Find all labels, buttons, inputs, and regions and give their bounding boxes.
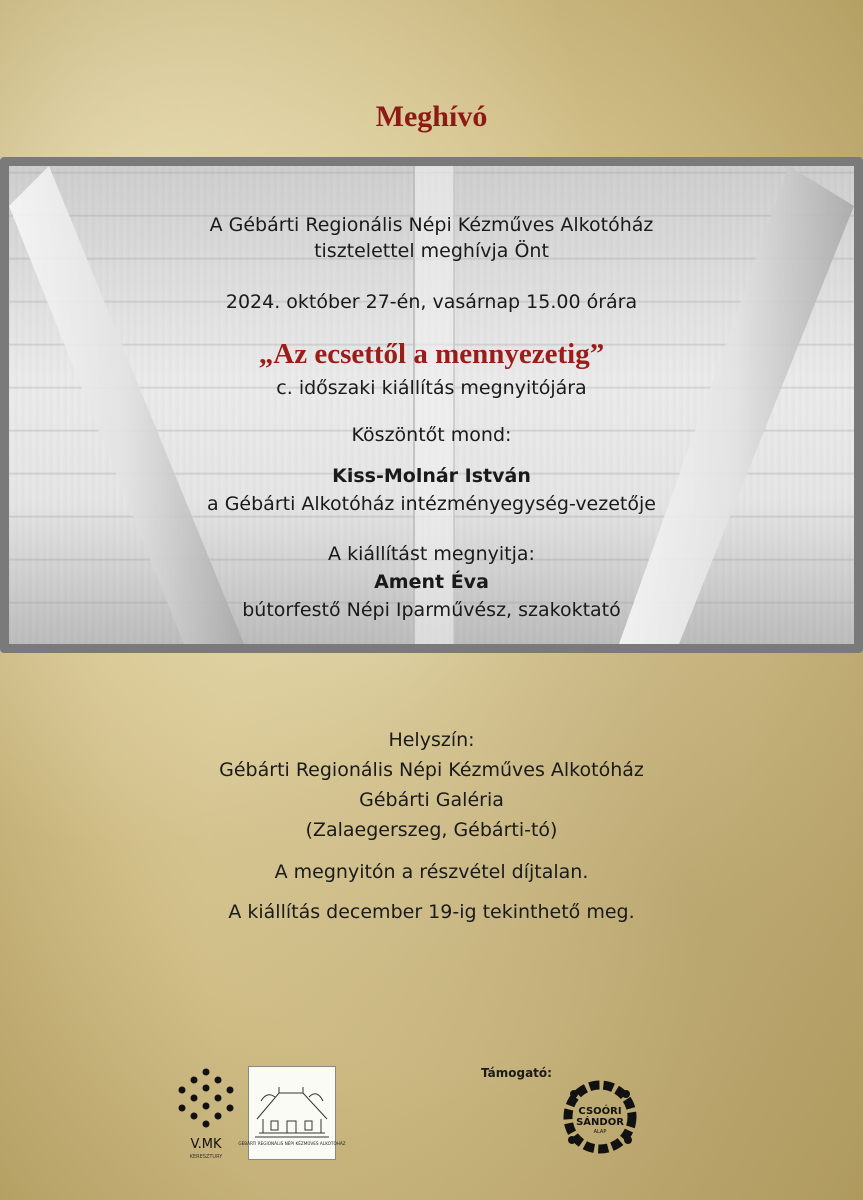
vmk-logo (176, 1066, 236, 1160)
location-gallery: Gébárti Galéria (359, 789, 504, 811)
location-label: Helyszín: (388, 729, 475, 751)
house-sketch-icon (238, 1067, 346, 1159)
exhibition-title: „Az ecsettől a mennyezetig” (258, 338, 605, 370)
csoori-sandor-alap-logo (560, 1072, 640, 1162)
opener-label: A kiállítást megnyitja: (328, 543, 535, 565)
vmk-logo-subtext: KERESZTURY (189, 1154, 223, 1160)
alkotohaz-logo-text: GÉBÁRTI REGIONÁLIS NÉPI KÉZMŰVES ALKOTÓHÁZ (238, 1141, 346, 1146)
greeter-role: a Gébárti Alkotóház intézményegység-vezetője (207, 493, 656, 515)
free-entry-note: A megnyitón a részvétel díjtalan. (274, 861, 589, 883)
opener-role: bútorfestő Népi Iparművész, szakoktató (242, 599, 621, 621)
event-date: 2024. október 27-én, vasárnap 15.00 órára (225, 291, 638, 313)
page-title: Meghívó (375, 100, 488, 133)
host-line-2: tisztelettel meghívja Önt (314, 240, 549, 262)
greeter-name: Kiss-Molnár István (332, 465, 531, 487)
location-address: (Zalaegerszeg, Gébárti-tó) (305, 819, 558, 841)
csoori-logo-line2: SÁNDOR (576, 1117, 624, 1128)
alkotohaz-logo (238, 1066, 346, 1160)
csoori-logo-line3: ALAP (593, 1129, 607, 1135)
supporter-label: Támogató: (481, 1066, 552, 1080)
csoori-logo-line1: CSOÓRI (578, 1106, 622, 1117)
vmk-logo-text: V.MK (190, 1137, 222, 1152)
open-until-note: A kiállítás december 19-ig tekinthető meg. (228, 901, 635, 923)
host-line-1: A Gébárti Regionális Népi Kézműves Alkotóház (209, 214, 654, 236)
exhibition-description: c. időszaki kiállítás megnyitójára (276, 377, 587, 399)
location-venue: Gébárti Regionális Népi Kézműves Alkotóház (219, 759, 644, 781)
greeting-label: Köszöntőt mond: (351, 424, 512, 446)
opener-name: Ament Éva (374, 571, 489, 593)
invitation-panel (0, 157, 863, 653)
